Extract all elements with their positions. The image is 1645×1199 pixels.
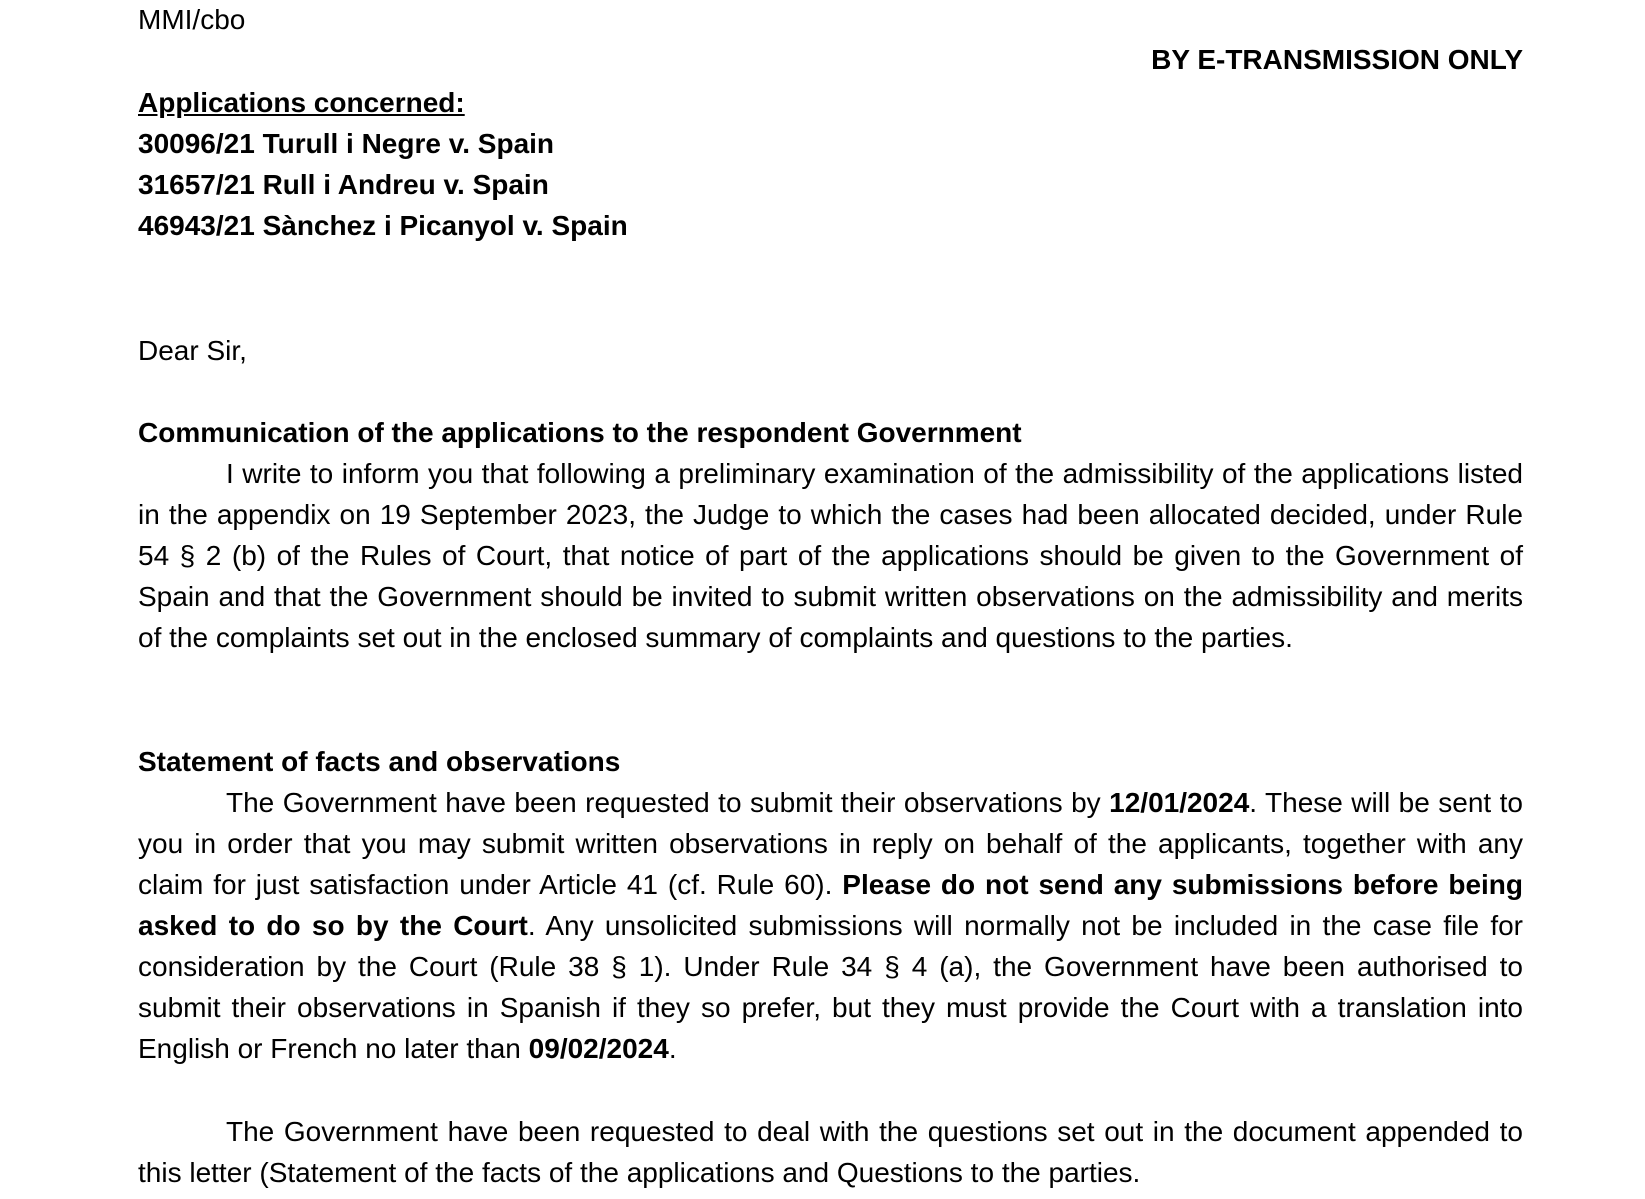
applications-title: Applications concerned: — [138, 87, 465, 118]
applications-block — [138, 82, 628, 246]
salutation: Dear Sir, — [138, 335, 247, 366]
translation-deadline: 09/02/2024 — [528, 1033, 669, 1064]
statement-section — [138, 741, 1523, 1069]
questions-body: The Government have been requested to deal with the questions set out in the document appended to this letter (Statement of the facts of the applications and Questions to the parties. — [138, 1116, 1523, 1188]
application-item: 30096/21 Turull i Negre v. Spain — [138, 128, 555, 159]
statement-text-3: . Any unsolicited submissions will normally not be included in the case file for consideration by the Court (Rule 38 § 1). Under Rule 34 § 4 (a), the Government have been authorised to submit their observations in Spanish if they so prefer, but they must provide the Court with a translation into English or French no later than — [138, 910, 1523, 1064]
statement-body — [138, 782, 1523, 1069]
observations-deadline: 12/01/2024 — [1109, 787, 1250, 818]
statement-title: Statement of facts and observations — [138, 746, 621, 777]
statement-text-2: . These will be sent to you in order that you may submit written observations in reply on behalf of the applicants, together with any claim for just satisfaction under Article 41 (cf. Rule 60). — [138, 787, 1524, 900]
application-item: 46943/21 Sànchez i Picanyol v. Spain — [138, 210, 628, 241]
communication-section — [138, 412, 1523, 658]
reference-code: MMI/cbo — [138, 4, 246, 35]
statement-text-1: The Government have been requested to submit their observations by — [226, 787, 1110, 818]
communication-title: Communication of the applications to the respondent Government — [138, 417, 1022, 448]
submission-notice: Please do not send any submissions before being asked to do so by the Court — [138, 869, 1524, 941]
transmission-note: BY E-TRANSMISSION ONLY — [1151, 44, 1523, 75]
application-item: 31657/21 Rull i Andreu v. Spain — [138, 169, 549, 200]
questions-section — [138, 1111, 1523, 1193]
communication-body: I write to inform you that following a preliminary examination of the admissibility of the applications listed in the appendix on 19 September 2023, the Judge to which the cases had been allocated decided, under Rule 54 § 2 (b) of the Rules of Court, that notice of part of the applications should be given to the Government of Spain and that the Government should be invited to submit written observations on the admissibility and merits of the complaints set out in the enclosed summary of complaints and questions to the parties. — [138, 458, 1523, 653]
statement-text-4: . — [668, 1033, 677, 1064]
